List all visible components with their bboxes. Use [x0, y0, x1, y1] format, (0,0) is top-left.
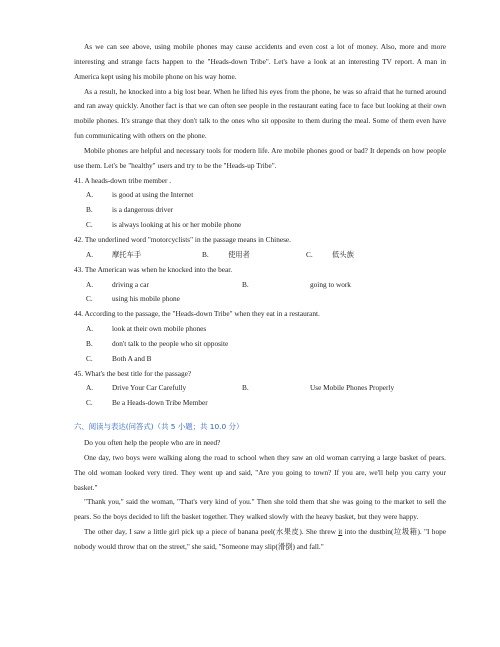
option-label: C. [86, 220, 93, 230]
option-text: is a dangerous driver [112, 205, 173, 215]
question-45-options-row-1 [74, 381, 446, 396]
passage2-line-1: Do you often help the people who are in need? [84, 438, 221, 448]
option-c-text[interactable]: 低头族 [332, 249, 354, 259]
option-label: A. [86, 324, 94, 334]
option-a-label[interactable]: A. [86, 383, 94, 393]
paragraph-4-text-b: into the dustbin(垃圾箱). "I hope nobody would throw that on the street," she said, "Someone may slip(滑倒) and fall." [74, 527, 446, 551]
option-text: is always looking at his or her mobile phone [112, 220, 242, 230]
option-a-text[interactable]: Drive Your Car Carefully [112, 383, 187, 393]
passage1-paragraph-1: As we can see above, using mobile phones may cause accidents and even cost a lot of money. Also, more and more interesting and strange facts happen to the "Heads-down Tribe". Let's have a look at an interesting TV report. A man in America kept using his mobile phone on his way home. [74, 42, 446, 81]
paragraph-4-text-a: The other day, I saw a little girl pick up a piece of banana peel(水果皮). She threw [84, 527, 339, 537]
option-c-label[interactable]: C. [306, 249, 313, 259]
question-43-stem: 43. The American was when he knocked into the bear. [74, 264, 233, 274]
option-b-label[interactable]: B. [242, 383, 249, 393]
question-41-option-a[interactable] [74, 188, 446, 203]
question-44-stem: 44. According to the passage, the "Heads-down Tribe" when they eat in a restaurant. [74, 309, 320, 319]
option-a-label[interactable]: A. [86, 249, 94, 259]
option-b-label[interactable]: B. [202, 249, 209, 259]
section-heading: 六、阅读与表达(问答式)（共 5 小题；共 10.0 分） [74, 422, 244, 432]
option-text: look at their own mobile phones [112, 324, 207, 334]
option-text: Be a Heads-down Tribe Member [112, 398, 208, 408]
passage2-paragraph-2: One day, two boys were walking along the road to school when they saw an old woman carrying a large basket of pears. The old woman looked very tired. They went up and said, "Are you going to town? If you are, we'll help you carry your basket." [74, 452, 446, 492]
option-b-text[interactable]: going to work [310, 279, 351, 289]
question-45-option-c[interactable] [74, 396, 446, 411]
option-a-text[interactable]: driving a car [112, 279, 149, 289]
option-label: C. [86, 353, 93, 363]
question-43-options-row-1 [74, 278, 446, 293]
option-b-text[interactable]: Use Mobile Phones Properly [310, 383, 395, 393]
question-41-option-b[interactable] [74, 203, 446, 218]
question-42-options [74, 248, 446, 263]
option-label: B. [86, 205, 93, 215]
document-page [74, 40, 446, 555]
option-label: C. [86, 398, 93, 408]
underlined-word-it: it [338, 527, 343, 537]
passage2-paragraph-4 [74, 525, 446, 555]
passage1-paragraph-3: Mobile phones are helpful and necessary tools for modern life. Are mobile phones good or bad? It depends on how people use them. Let's be "healthy" users and try to be the "Heads-up Tribe". [74, 145, 446, 170]
question-42-stem: 42. The underlined word "motorcyclists" in the passage means in Chinese. [74, 234, 291, 244]
question-44-option-a[interactable] [74, 322, 446, 337]
option-text: is good at using the Internet [112, 190, 194, 200]
question-44-option-c[interactable] [74, 352, 446, 367]
option-text: Both A and B [112, 353, 152, 363]
passage1-paragraph-2: As a result, he knocked into a big lost bear. When he lifted his eyes from the phone, he was so afraid that he turned around and ran away quickly. Another fact is that we can often see people in the restaurant eating face to face but looking at their own mobile phones. It's strange that they don't talk to the ones who sit opposite to them during the meal. Some of them even have fun communicating with others on the phone. [74, 86, 446, 141]
option-a-label[interactable]: A. [86, 279, 94, 289]
question-43-option-c[interactable] [74, 292, 446, 307]
question-41-stem: 41. A heads-down tribe member . [74, 175, 172, 185]
option-text: don't talk to the people who sit opposite [112, 338, 229, 348]
option-label: B. [86, 338, 93, 348]
option-text: using his mobile phone [112, 294, 180, 304]
question-44-option-b[interactable] [74, 337, 446, 352]
option-b-label[interactable]: B. [242, 279, 249, 289]
option-label: C. [86, 294, 93, 304]
question-41-option-c[interactable] [74, 218, 446, 233]
option-b-text[interactable]: 使用者 [228, 249, 250, 259]
option-a-text[interactable]: 摩托车手 [112, 249, 142, 259]
question-45-stem: 45. What's the best title for the passage? [74, 368, 192, 378]
passage2-paragraph-3: "Thank you," said the woman, "That's very kind of you." Then she told them that she was going to the market to sell the pears. So the boys decided to lift the basket together. They walked slowly with the heavy basket, but they were happy. [74, 497, 446, 522]
option-label: A. [86, 190, 94, 200]
